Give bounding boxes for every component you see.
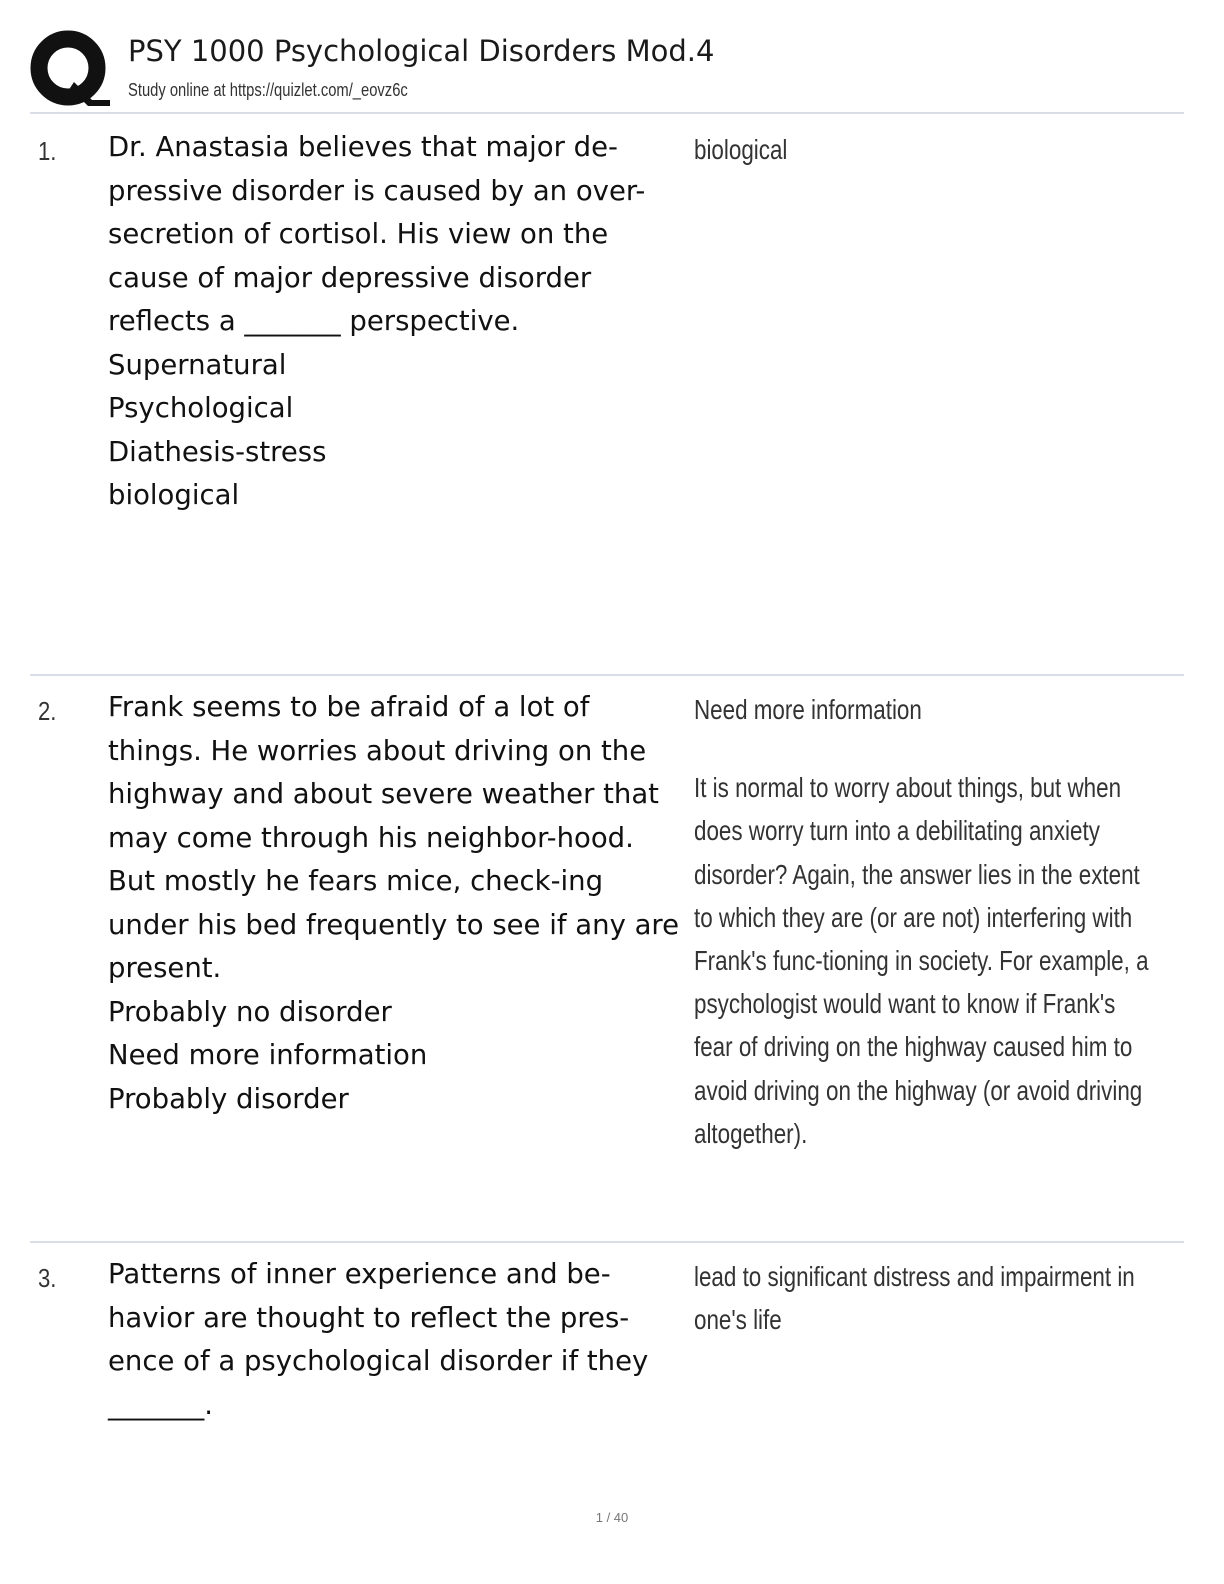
study-link[interactable]: Study online at https://quizlet.com/_eovz6c bbox=[128, 80, 408, 100]
card-number: 2. bbox=[38, 696, 57, 726]
quizlet-logo-icon bbox=[30, 30, 110, 110]
answer-value: Need more information bbox=[694, 694, 922, 725]
question-text bbox=[108, 686, 688, 1121]
flashcard-2 bbox=[30, 686, 1184, 1243]
answer-value: lead to significant distress and impairment in one's life bbox=[694, 1261, 1135, 1336]
option-1: Supernatural bbox=[108, 348, 287, 381]
option-3: Diathesis-stress bbox=[108, 435, 327, 468]
question-text bbox=[108, 1253, 688, 1427]
page-title: PSY 1000 Psychological Disorders Mod.4 bbox=[128, 34, 715, 68]
question-prompt: Frank seems to be afraid of a lot of things. He worries about driving on the highway and about severe weather that may come through his neighbor-hood. But mostly he fears mice, check-ing under his bed frequently to see if any are present. bbox=[108, 691, 680, 984]
card-number: 1. bbox=[38, 136, 57, 166]
option-2: Need more information bbox=[108, 1039, 428, 1071]
option-3: Probably disorder bbox=[108, 1082, 349, 1115]
question-prompt: Dr. Anastasia believes that major de-pressive disorder is caused by an over-secretion of cortisol. His view on the cause of major depressive disorder reflects a _______ perspective. bbox=[108, 131, 646, 337]
answer-value: biological bbox=[694, 134, 788, 165]
question-text bbox=[108, 126, 688, 518]
option-4: biological bbox=[108, 479, 240, 511]
answer-text bbox=[694, 688, 1158, 1155]
card-number: 3. bbox=[38, 1263, 57, 1293]
option-2: Psychological bbox=[108, 392, 294, 424]
flashcard-1 bbox=[30, 126, 1184, 676]
question-prompt: Patterns of inner experience and be-havior are thought to reflect the pres-ence of a psychological disorder if they _______. bbox=[108, 1258, 649, 1421]
answer-explanation: It is normal to worry about things, but when does worry turn into a debilitating anxiety disorder? Again, the answer lies in the extent to which they are (or are not) interfering with Frank's func-tioning in society. For example, a psychologist would want to know if Frank's fear of driving on the highway caused him to avoid driving on the highway (or avoid driving altogether). bbox=[694, 772, 1149, 1149]
flashcard-3 bbox=[30, 1253, 1184, 1453]
page-number: 1 / 40 bbox=[595, 1510, 629, 1525]
option-1: Probably no disorder bbox=[108, 995, 392, 1028]
answer-text bbox=[694, 1255, 1158, 1341]
answer-text bbox=[694, 128, 1158, 171]
page-header bbox=[30, 28, 1184, 114]
